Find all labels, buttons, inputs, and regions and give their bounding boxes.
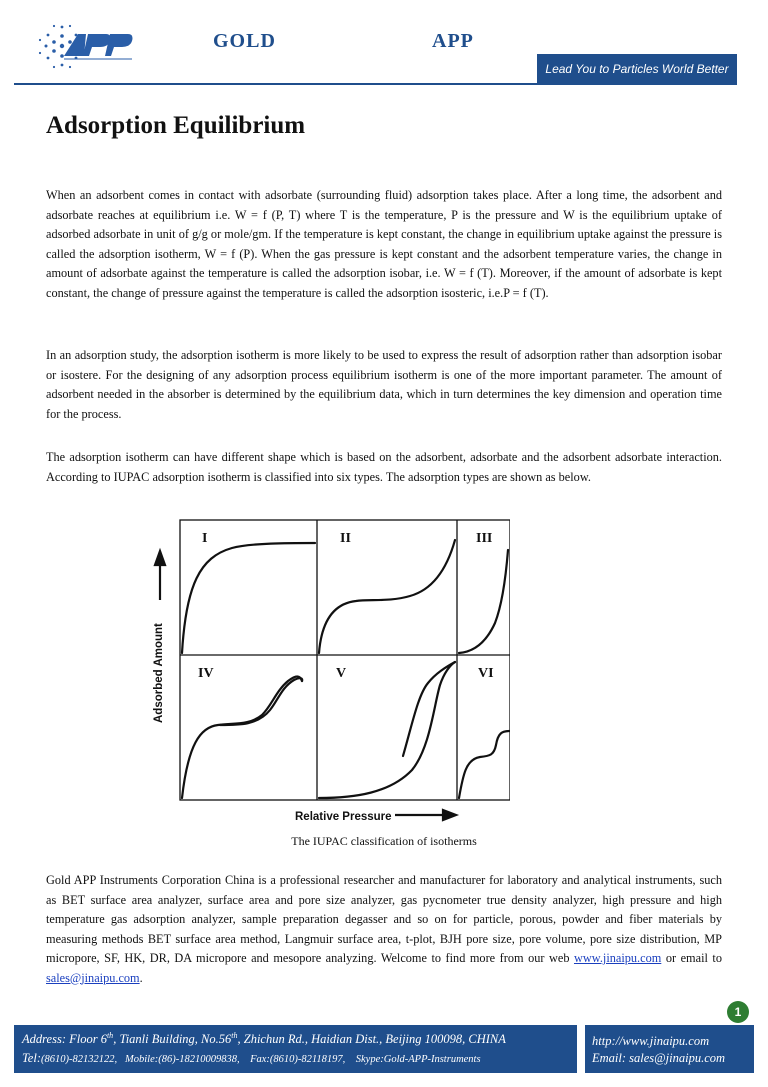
tel-number: (8610)-82132122, (41, 1054, 118, 1066)
footer-email[interactable]: Email: sales@jinaipu.com (592, 1051, 726, 1065)
address-part-2: , Tianli Building, No.56 (113, 1032, 232, 1047)
address-sup-1: th (106, 1031, 114, 1040)
header-tagline: Lead You to Particles World Better (537, 54, 737, 84)
figure-frame (180, 520, 510, 800)
footer-phones (22, 1051, 582, 1066)
panel-label-iii: III (476, 531, 493, 546)
footer-separator (577, 1025, 585, 1073)
header-brand-gold: GOLD (213, 30, 276, 52)
y-axis-label: Adsorbed Amount (153, 623, 165, 723)
paragraph-4 (46, 871, 722, 988)
panel-label-v: V (336, 666, 347, 681)
x-axis-arrow-head (443, 810, 456, 820)
panel-label-ii: II (340, 531, 351, 546)
isotherm-curve-v-adsorption (319, 662, 455, 798)
panel-label-i: I (202, 531, 208, 546)
address-sup-2: th (231, 1031, 238, 1040)
footer-address (22, 1031, 582, 1047)
isotherm-curve-ii (319, 540, 455, 653)
isotherm-curve-iv-adsorption (182, 677, 302, 799)
panel-label-iv: IV (198, 666, 214, 681)
isotherm-curve-iii (459, 550, 508, 653)
isotherm-curve-vi (459, 731, 510, 798)
email-link[interactable]: sales@jinaipu.com (46, 970, 140, 985)
paragraph-2: In an adsorption study, the adsorption isotherm is more likely to be used to express the result of adsorption rather than adsorption isobar or isostere. For the designing of any adsorption process equilibrium isotherm is one of the more important parameter. The amount of adsorbent needed in the absorber is determined by the equilibrium data, which in turn determines the key dimension and operation time for the process. (46, 348, 722, 421)
address-part-3: , Zhichun Rd., Haidian Dist., Beijing 100098, CHINA (237, 1032, 506, 1047)
company-logo (34, 18, 134, 74)
footer-contact-right (592, 1033, 725, 1067)
fax-number: Fax:(8610)-82118197, (250, 1054, 346, 1066)
x-axis-label: Relative Pressure (295, 811, 392, 823)
footer-web[interactable]: http://www.jinaipu.com (592, 1034, 710, 1048)
paragraph-4-end: . (139, 970, 143, 985)
website-link[interactable]: www.jinaipu.com (573, 951, 662, 965)
panel-label-vi: VI (478, 666, 494, 681)
footer-contact-left (22, 1031, 582, 1066)
isotherm-curve-iv-desorption (220, 678, 302, 725)
header-divider (14, 83, 737, 85)
skype-id: Skype:Gold-APP-Instruments (355, 1054, 481, 1066)
footer-bar (14, 1025, 754, 1073)
paragraph-4-text: Gold APP Instruments Corporation China is a professional researcher and manufacturer for laboratory and analytical instruments, such as BET surface area analyzer, surface area and pore size analyzer, gas pycnometer true density analyzer, high pressure and high temperature gas adsorption analyzer, sample preparation degasser and so on for particle, porous, powder and fiber materials by measuring methods BET surface area method, Langmuir surface area, t-plot, BJH pore size, pore volume, pore size distribution, MP micropore, SF, HK, DR, DA micropore and mesopore analyzing. Welcome to find more from our web (46, 873, 722, 965)
isotherm-curve-i (182, 543, 315, 653)
header-brand-app: APP (432, 30, 474, 52)
address-part-1: Address: Floor 6 (22, 1032, 107, 1047)
paragraph-3: The adsorption isotherm can have different shape which is based on the adsorbent, adsorbate and the adsorbent adsorbate interaction. According to IUPAC adsorption isotherm is classified into six types. The adsorption types are shown as below. (46, 450, 722, 484)
tel-label: Tel: (22, 1051, 41, 1066)
isotherm-figure (150, 505, 510, 825)
page-title: Adsorption Equilibrium (46, 112, 306, 139)
y-axis-arrow-head (155, 551, 165, 565)
figure-caption: The IUPAC classification of isotherms (291, 834, 477, 848)
isotherm-curve-v-desorption (403, 662, 455, 756)
page-number-badge: 1 (727, 1001, 749, 1023)
mobile-number: Mobile:(86)-18210009838, (125, 1054, 240, 1066)
paragraph-1: When an adsorbent comes in contact with adsorbate (surrounding fluid) adsorption takes place. After a long time, the adsorbent and adsorbate reaches at equilibrium i.e. W = f (P, T) where T is the temperature, P is the pressure and W is the equilibrium uptake of adsorbed adsorbate in unit of g/g or mole/gm. If the temperature is kept constant, the change in equilibrium uptake against the pressure is called the adsorption isotherm, W = f (P). When the gas pressure is kept constant and the adsorbent temperature varies, the change in amount of adsorbate against the temperature is called the adsorption isobar, i.e. W = f (T). Moreover, if the amount of adsorbate is kept constant, the change of pressure against the temperature is called the adsorption isosteric, i.e.P = f (T). (46, 188, 722, 300)
paragraph-4-mid: or email to (661, 951, 722, 965)
